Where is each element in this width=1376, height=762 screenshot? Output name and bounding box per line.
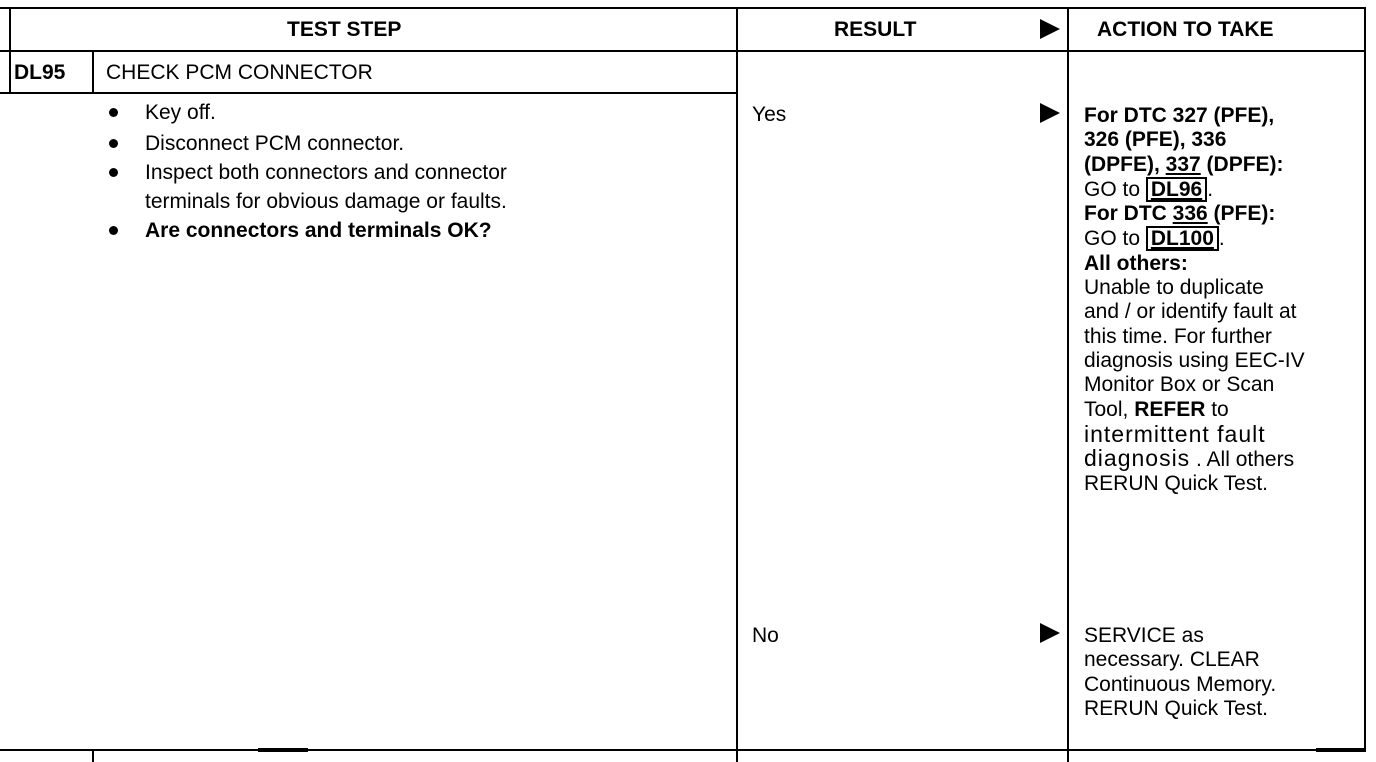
- ref-dl100-link[interactable]: DL100: [1146, 226, 1219, 251]
- bottom-rule-thick-left: [258, 748, 308, 752]
- header-result: RESULT: [834, 18, 917, 41]
- bullet-icon: [109, 168, 118, 177]
- no-action: [1084, 624, 1276, 721]
- yes-action-line: and / or identify fault at: [1084, 300, 1297, 324]
- header-bottom-rule: [0, 50, 1366, 52]
- bullet-icon: [109, 108, 118, 117]
- yes-arrow-icon: [1040, 103, 1060, 123]
- bullet-question: Are connectors and terminals OK?: [145, 219, 492, 242]
- yes-action-line: GO to DL100 .: [1084, 227, 1225, 251]
- yes-action-line: diagnosis . All others: [1084, 445, 1295, 472]
- header-action: ACTION TO TAKE: [1097, 18, 1274, 41]
- bottom-rule: [0, 749, 1366, 751]
- yes-action-line: 326 (PFE), 336: [1084, 128, 1227, 152]
- yes-action-line: GO to DL96 .: [1084, 177, 1214, 201]
- yes-action-line: Tool, REFER to: [1084, 397, 1229, 421]
- result-yes: Yes: [752, 103, 787, 126]
- top-rule: [0, 7, 1366, 9]
- bullet-3-cont: terminals for obvious damage or faults.: [145, 190, 507, 213]
- result-action-divider: [1067, 7, 1069, 762]
- bullet-2: Disconnect PCM connector.: [145, 132, 405, 155]
- step-id: DL95: [14, 61, 66, 84]
- yes-action-line: Monitor Box or Scan: [1084, 373, 1275, 397]
- step-title-bottom-rule: [0, 92, 737, 94]
- yes-action: [1084, 104, 1305, 497]
- yes-action-line: For DTC 327 (PFE),: [1084, 104, 1275, 127]
- no-arrow-icon: [1040, 623, 1060, 643]
- bottom-tick-left: [92, 749, 94, 762]
- step-title: CHECK PCM CONNECTOR: [106, 61, 373, 84]
- no-action-line: necessary. CLEAR: [1084, 648, 1260, 672]
- yes-action-line: intermittent fault: [1084, 420, 1266, 447]
- yes-action-line: this time. For further: [1084, 324, 1272, 348]
- left-border: [9, 7, 11, 94]
- bullet-3: Inspect both connectors and connector: [145, 161, 507, 184]
- bullet-icon: [109, 139, 118, 148]
- yes-action-line: For DTC 336 (PFE):: [1084, 202, 1276, 226]
- bullet-icon: [109, 226, 118, 235]
- result-no: No: [752, 624, 779, 647]
- yes-action-line: (DPFE), 337 (DPFE):: [1084, 152, 1284, 176]
- no-action-line: RERUN Quick Test.: [1084, 696, 1268, 720]
- step-result-divider: [736, 7, 738, 762]
- yes-action-line: diagnosis using EEC-IV: [1084, 348, 1305, 372]
- step-id-divider: [92, 50, 94, 94]
- right-border: [1364, 7, 1366, 751]
- yes-action-line: Unable to duplicate: [1084, 276, 1264, 300]
- no-action-line: Continuous Memory.: [1084, 672, 1277, 696]
- bullet-1: Key off.: [145, 101, 216, 124]
- header-arrow-icon: [1040, 19, 1060, 39]
- header-test-step: TEST STEP: [287, 18, 402, 41]
- ref-dl96-link[interactable]: DL96: [1146, 177, 1207, 202]
- yes-action-line: All others:: [1084, 251, 1188, 275]
- yes-action-line: RERUN Quick Test.: [1084, 472, 1268, 496]
- no-action-line: SERVICE as: [1084, 624, 1204, 647]
- bottom-rule-thick-right: [1316, 748, 1366, 752]
